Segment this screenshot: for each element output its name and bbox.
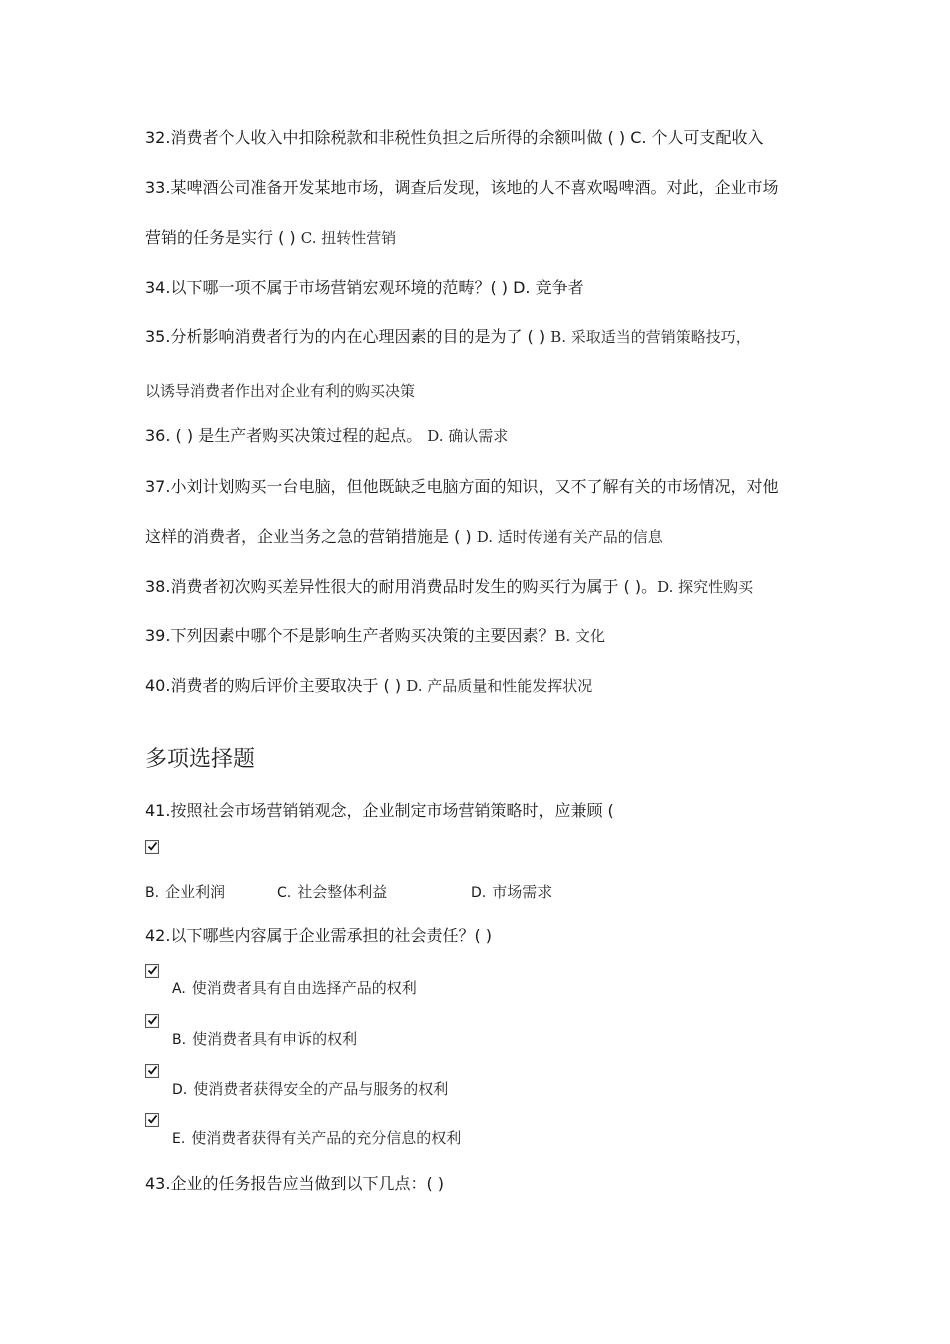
question-37-line2: [145, 526, 663, 548]
question-35-answer: B. 采取适当的营销策略技巧，: [550, 328, 751, 346]
checkbox-q41[interactable]: [145, 840, 159, 854]
question-33-answer: C. 扭转性营销: [300, 229, 397, 247]
question-40-stem: 40.消费者的购后评价主要取决于 ( ): [145, 676, 407, 695]
question-37-answer: D. 适时传递有关产品的信息: [476, 528, 663, 546]
question-40: [145, 675, 592, 697]
question-36-answer: D. 确认需求: [427, 427, 509, 445]
checkmark-icon: [147, 965, 158, 976]
question-38-answer: D. 探究性购买: [657, 578, 754, 596]
checkbox-q42-a[interactable]: [145, 964, 159, 978]
question-38: [145, 576, 753, 598]
checkmark-icon: [147, 841, 158, 852]
question-35-stem: 35.分析影响消费者行为的内在心理因素的目的是为了 ( ): [145, 327, 551, 346]
question-34: 34.以下哪一项不属于市场营销宏观环境的范畴？( ) D. 竞争者: [145, 278, 584, 297]
section-heading: 多项选择题: [145, 747, 256, 772]
q41-option-b: B. 企业利润: [145, 883, 226, 901]
question-39: [145, 625, 605, 647]
question-35-answer-cont: 以诱导消费者作出对企业有利的购买决策: [145, 382, 416, 400]
checkmark-icon: [147, 1114, 158, 1125]
question-35-line1: [145, 326, 751, 348]
checkmark-icon: [147, 1065, 158, 1076]
checkbox-q42-d[interactable]: [145, 1064, 159, 1078]
question-37-stem: 这样的消费者，企业当务之急的营销措施是 ( ): [145, 527, 477, 546]
q42-option-a: A. 使消费者具有自由选择产品的权利: [172, 979, 417, 997]
question-38-stem: 38.消费者初次购买差异性很大的耐用消费品时发生的购买行为属于 ( )。: [145, 577, 658, 596]
question-39-answer: B. 文化: [554, 627, 606, 645]
question-40-answer: D. 产品质量和性能发挥状况: [406, 677, 593, 695]
question-36-stem: 36. ( ) 是生产者购买决策过程的起点。: [145, 426, 428, 445]
question-42: 42.以下哪些内容属于企业需承担的社会责任？( ): [145, 926, 493, 945]
checkbox-q42-e[interactable]: [145, 1113, 159, 1127]
q41-option-d: D. 市场需求: [471, 883, 553, 901]
checkmark-icon: [147, 1015, 158, 1026]
question-43: 43.企业的任务报告应当做到以下几点：( ): [145, 1174, 445, 1193]
question-33-line1: 33.某啤酒公司准备开发某地市场，调查后发现，该地的人不喜欢喝啤酒。对此，企业市场: [145, 178, 779, 197]
question-37-line1: 37.小刘计划购买一台电脑，但他既缺乏电脑方面的知识，又不了解有关的市场情况，对他: [145, 477, 779, 496]
q41-option-c: C. 社会整体利益: [277, 883, 388, 901]
question-32: 32.消费者个人收入中扣除税款和非税性负担之后所得的余额叫做 ( ) C. 个人可支配收入: [145, 128, 764, 147]
question-36: [145, 425, 508, 447]
checkbox-q42-b[interactable]: [145, 1014, 159, 1028]
question-39-stem: 39.下列因素中哪个不是影响生产者购买决策的主要因素？: [145, 626, 555, 645]
question-33-line2: [145, 227, 396, 249]
q42-option-e: E. 使消费者获得有关产品的充分信息的权利: [172, 1129, 462, 1147]
question-33-stem: 营销的任务是实行 ( ): [145, 228, 301, 247]
q42-option-d: D. 使消费者获得安全的产品与服务的权利: [172, 1080, 449, 1098]
q42-option-b: B. 使消费者具有申诉的权利: [172, 1030, 358, 1048]
question-41: 41.按照社会市场营销销观念，企业制定市场营销策略时，应兼顾 (: [145, 801, 614, 820]
